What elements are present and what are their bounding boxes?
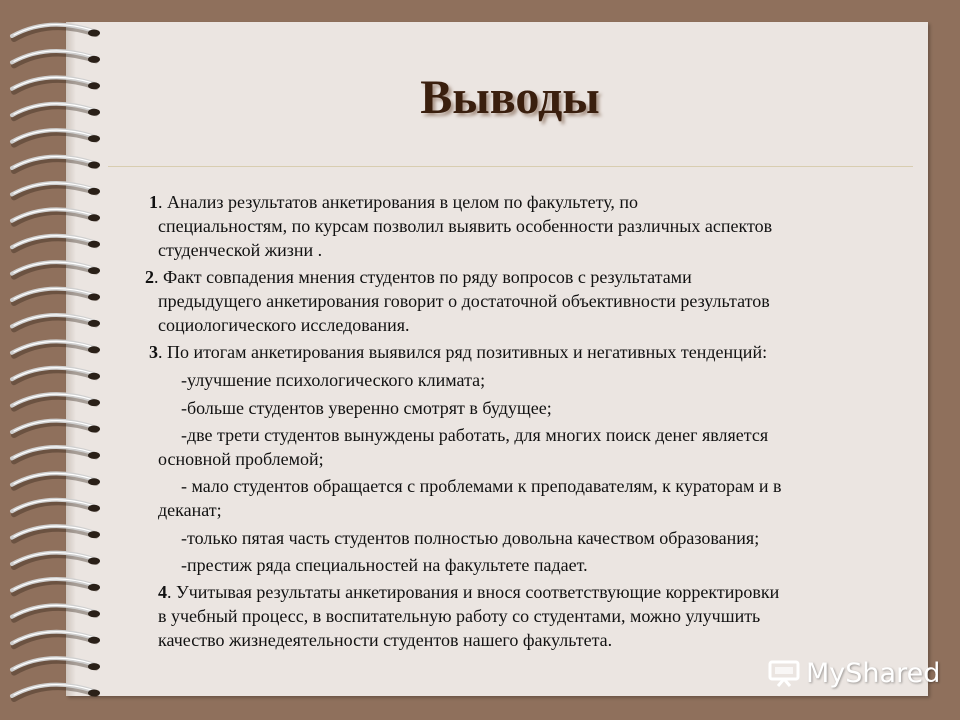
presentation-screen-icon (768, 659, 800, 687)
item-1-line-3: студенческой жизни . (158, 240, 323, 260)
tendency-3-line-2: основной проблемой; (158, 449, 324, 469)
tendency-6: -престиж ряда специальностей на факультете падает. (181, 555, 588, 575)
watermark-logo (768, 656, 940, 690)
item-1-line-2: специальностям, по курсам позволил выявить особенности различных аспектов (158, 216, 773, 236)
tendency-1: -улучшение психологического климата; (181, 370, 486, 390)
tendency-2: -больше студентов уверенно смотрят в будущее; (181, 398, 552, 418)
item-4-line-3: качество жизнедеятельности студентов нашего факультета. (158, 630, 613, 650)
tendency-5: -только пятая часть студентов полностью довольна качеством образования; (181, 528, 760, 548)
item-4-line-1: 4. Учитывая результаты анкетирования и внося соответствующие корректировки (158, 582, 780, 602)
tendency-4-line-2: деканат; (158, 500, 222, 520)
slide-title: Выводы (420, 71, 600, 124)
watermark-text: MyShared (806, 657, 941, 689)
item-2-line-1: 2. Факт совпадения мнения студентов по ряду вопросов с результатами (145, 267, 692, 287)
tendency-3-line-1: -две трети студентов вынуждены работать, для многих поиск денег является (181, 425, 769, 445)
item-4-line-2: в учебный процесс, в воспитательную работу со студентами, можно улучшить (158, 606, 761, 626)
item-3-line-1: 3. По итогам анкетирования выявился ряд позитивных и негативных тенденций: (149, 342, 768, 362)
tendency-4-line-1: - мало студентов обращается с проблемами к преподавателям, к кураторам и в (181, 476, 782, 496)
item-2-line-2: предыдущего анкетирования говорит о достаточной объективности результатов (158, 291, 770, 311)
item-2-line-3: социологического исследования. (158, 315, 410, 335)
item-1-line-1: 1. Анализ результатов анкетирования в целом по факультету, по (149, 192, 639, 212)
